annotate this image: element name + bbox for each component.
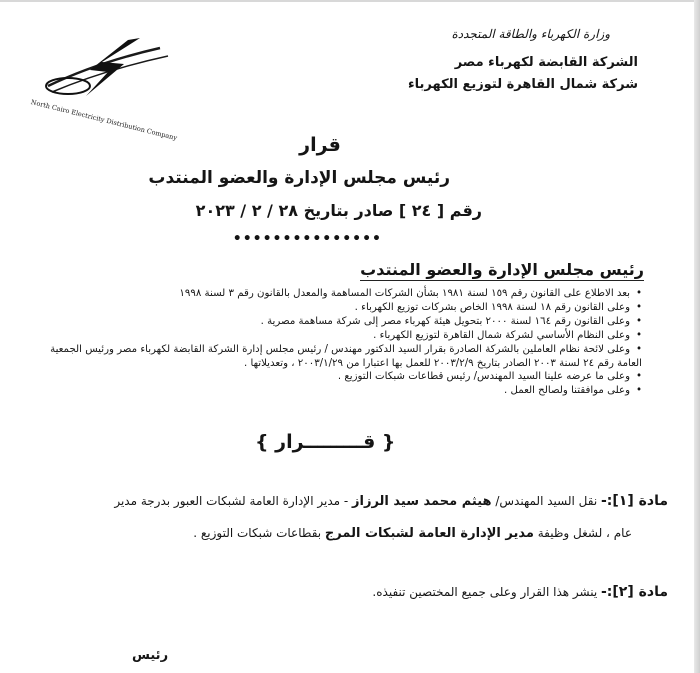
article-2-text: ينشر هذا القرار وعلى جميع المختصين تنفيذه. [372,585,601,599]
article-1-line-2 [193,526,632,541]
logo-english-name: North Cairo Electricity Distribution Company [30,98,178,143]
preamble-item: • وعلى القانون رقم ١٦٤ لسنة ٢٠٠٠ بتحويل هيئة كهرباء مصر إلى شركة مساهمة مصرية . [260,315,642,327]
preamble-item-continued: العامة رقم ٢٤ لسنة ٢٠٠٣ الصادر بتاريخ ٢٠٠٣/٢/٩ للعمل بها اعتبارا من ٢٠٠٣/١/٢٩ ، وتعديلاتها . [243,357,642,369]
preamble-item: • وعلى النظام الأساسي لشركة شمال القاهرة لتوزيع الكهرباء . [373,329,642,341]
scan-top-edge [0,0,700,2]
ministry-name: وزارة الكهرباء والطاقة المتجددة [451,27,610,41]
decision-title: قرار [299,134,341,156]
article-2 [372,584,668,600]
preamble-heading: رئيس مجلس الإدارة والعضو المنتدب [360,260,644,279]
separator-dots: ••••••••••••••• [232,231,382,247]
article-1-line2-text: عام ، لشغل وظيفة [533,526,632,540]
article-1 [114,493,668,509]
decision-section-heading: { قـــــــــرار } [255,431,396,453]
decision-issuer: رئيس مجلس الإدارة والعضو المنتدب [148,168,450,188]
company-logo [28,28,178,143]
preamble-item: • بعد الاطلاع على القانون رقم ١٥٩ لسنة ١٩٨١ بشأن الشركات المساهمة والمعدل بالقانون رقم ٣ لسنة ١٩٩٨ [179,288,642,299]
preamble-item: • وعلى موافقتنا ولصالح العمل . [504,385,642,397]
decision-number-date: رقم [ ٢٤ ] صادر بتاريخ ٢٨ / ٢ / ٢٠٢٣ [195,201,482,220]
preamble-list [42,287,642,398]
article-2-label: مادة [٢]:- [600,584,668,600]
article-1-text: نقل السيد المهندس/ [491,494,601,508]
employee-name: هيثم محمد سيد الرزاز [352,494,492,509]
new-job-title: مدير الإدارة العامة لشبكات المرج [324,526,534,541]
preamble-item: • وعلى القانون رقم ١٨ لسنة ١٩٩٨ الخاص بشركات توزيع الكهرباء . [354,301,642,313]
holding-company-name: الشركة القابضة لكهرباء مصر [454,55,638,70]
signature-title: رئيس [132,648,169,663]
article-1-text-cont: - مدير الإدارة العامة لشبكات العبور بدرجة مدير [114,494,353,508]
company-name: شركة شمال القاهرة لتوزيع الكهرباء [408,77,638,92]
article-1-line2-text-cont: بقطاعات شبكات التوزيع . [193,526,325,540]
preamble-item: • وعلى ما عرضه علينا السيد المهندس/ رئيس قطاعات شبكات التوزيع . [337,371,642,383]
article-1-label: مادة [١]:- [600,493,668,509]
preamble-item: • وعلى لائحة نظام العاملين بالشركة الصادرة بقرار السيد الدكتور مهندس / رئيس مجلس إدارة الشركة القابضة لكهرباء مصر ورئيس الجمعية [50,343,642,355]
lightning-logo-icon [28,28,178,108]
scan-right-edge [694,0,700,673]
